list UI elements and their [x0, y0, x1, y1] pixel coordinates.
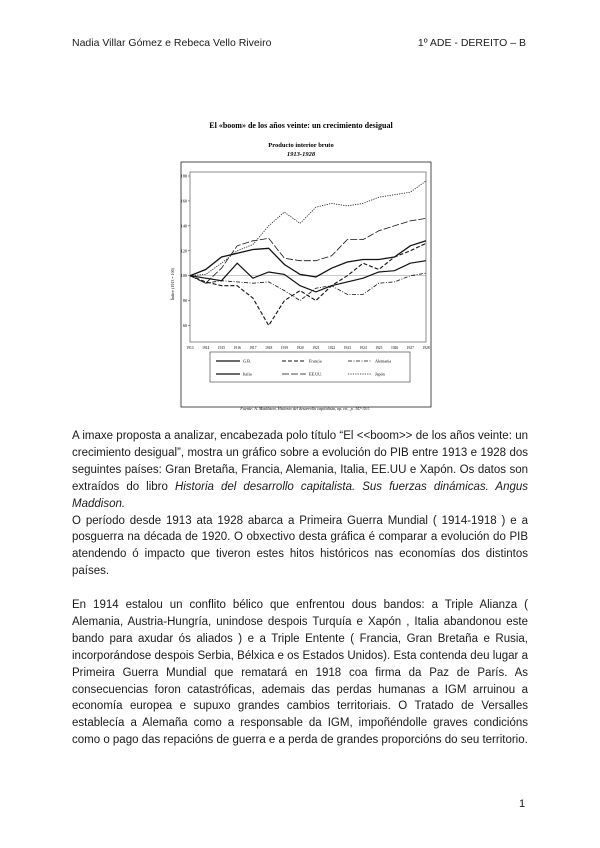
- x-tick-label: 1927: [406, 346, 414, 350]
- header-course: 1º ADE - DEREITO – B: [417, 37, 526, 49]
- x-tick-label: 1923: [343, 346, 351, 350]
- x-tick-label: 1914: [202, 346, 210, 350]
- page-number: 1: [519, 798, 526, 810]
- body-text: [72, 428, 528, 749]
- x-tick-label: 1916: [233, 346, 241, 350]
- book-title: Historia del desarrollo capitalista. Sus fuerzas dinámicas. Angus Maddison.: [72, 480, 529, 510]
- x-tick-label: 1917: [249, 346, 257, 350]
- legend-label: G.B.: [243, 358, 251, 364]
- y-tick-label: 100: [180, 273, 187, 279]
- chart-subtitle: 1913-1928: [286, 151, 316, 158]
- series-line-japn: [190, 181, 426, 276]
- x-tick-label: 1926: [390, 346, 399, 350]
- header-authors: Nadia Villar Gómez e Rebeca Vello Riveiro: [72, 37, 272, 49]
- gdp-figure: [164, 112, 438, 416]
- chart-frame: [181, 162, 431, 407]
- chart-title: Producto interior bruto: [268, 142, 334, 149]
- x-tick-label: 1913: [186, 346, 194, 350]
- legend-label: Japón: [375, 371, 385, 377]
- y-tick-label: 160: [180, 198, 187, 204]
- series-line-alemania: [190, 273, 426, 300]
- y-tick-label: 180: [180, 173, 187, 179]
- x-tick-label: 1915: [217, 346, 226, 350]
- paragraph-intro-text: A imaxe proposta a analizar, encabezada polo título “El <<boom>> de los años veinte: un crecimiento desigual”, mostra un gráfico sobre a evolución do PIB entre 1913 e 1928 dos seguintes países: Gran Bretaña, Francia, Alemania, Italia, EE.UU e Xapón. Os datos son extraídos do libro: [72, 430, 528, 493]
- x-tick-label: 1919: [280, 346, 288, 350]
- y-axis-label: Índice (1913 = 100): [170, 268, 175, 300]
- y-tick-label: 60: [182, 323, 187, 329]
- paragraph-period: O período desde 1913 ata 1928 abarca a Primeira Guerra Mundial ( 1914-1918 ) e a posguerra na década de 1920. O obxectivo desta gráfica é comparar a evolución do PIB atendendo ó impacto que tiveron estes hitos históricos nas economías dos distintos países.: [72, 514, 528, 578]
- x-tick-label: 1925: [375, 346, 383, 350]
- x-tick-label: 1922: [328, 346, 336, 350]
- series-line-eeuu: [190, 218, 426, 283]
- legend-label: Italia: [243, 371, 252, 377]
- legend-label: Alemania: [375, 358, 392, 364]
- x-tick-label: 1921: [312, 346, 320, 350]
- legend-label: EE.UU.: [309, 371, 323, 377]
- figure-source: Fuente: A. Maddison, Historia del desarrollo capitalista, op. cit., p. 347-353.: [240, 406, 370, 411]
- y-tick-label: 140: [180, 223, 187, 229]
- x-tick-label: 1928: [422, 346, 430, 350]
- paragraph-war: En 1914 estalou un conflito bélico que enfrentou dous bandos: a Triple Alianza ( Alemania, Austria-Hungría, unindose despois Turquía e Xapón , Italia abandonou este bando para axudar ós aliados ) e a Triple Entente ( Francia, Gran Bretaña e Rusia, incorporándose despois Serbia, Bélxica e os Estados Unidos). Esta contenda deu lugar a Primeira Guerra Mundial que rematará en 1918 coa firma da Paz de París. As consecuencias foron catastróficas, ademais das perdas humanas a IGM arruinou a economía europea e supuxo grandes cambios territoriais. O Tratado de Versalles establecía a Alemaña como a responsable da IGM, impoñéndolle graves condicións como o pago das repacións de guerra e a perda de grandes proporcións do seu territorio.: [72, 599, 528, 747]
- x-tick-label: 1924: [359, 346, 367, 350]
- y-tick-label: 80: [182, 298, 187, 304]
- y-tick-label: 120: [180, 248, 187, 254]
- legend-label: Francia: [309, 358, 322, 364]
- gdp-line-chart: [164, 112, 438, 416]
- paragraph-intro: [72, 428, 528, 513]
- x-tick-label: 1918: [265, 346, 273, 350]
- x-tick-label: 1920: [296, 346, 304, 350]
- legend-box: [210, 352, 410, 382]
- figure-title: El «boom» de los años veinte: un crecimiento desigual: [209, 121, 393, 130]
